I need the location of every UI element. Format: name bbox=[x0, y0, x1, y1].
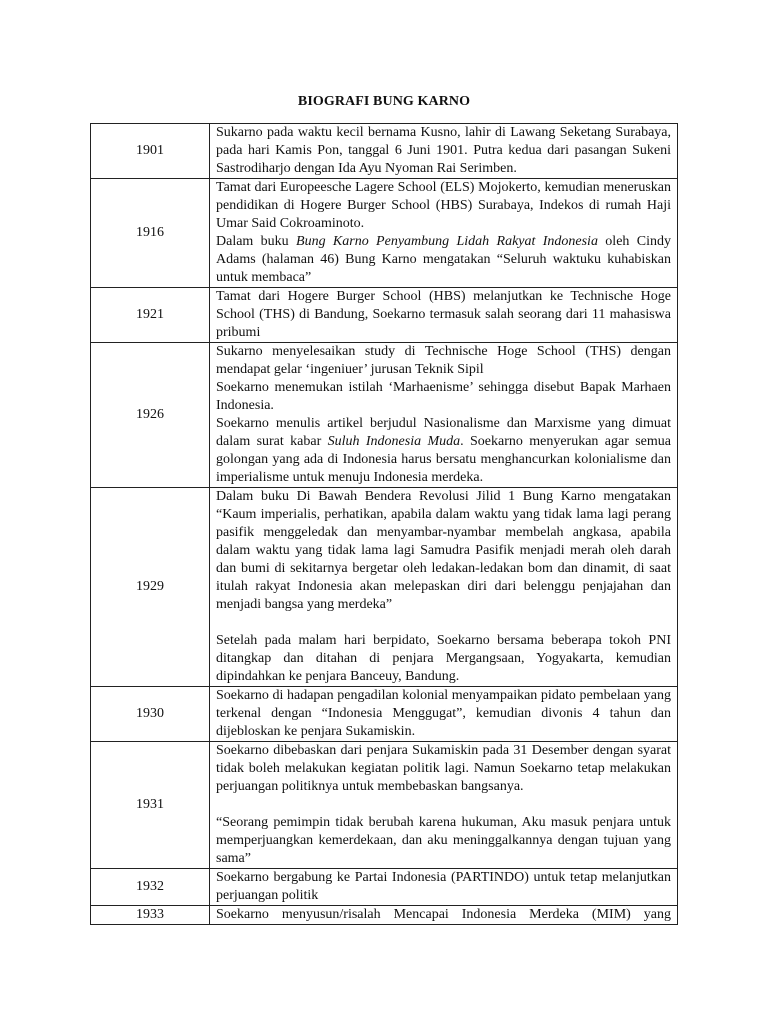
paragraph-text: Tamat dari Hogere Burger School (HBS) melanjutkan ke Technische Hoge School (THS) di Bandung, Soekarno termasuk salah seorang dari 11 mahasiswa pribumi bbox=[216, 289, 671, 340]
paragraph-text: Dalam buku Di Bawah Bendera Revolusi Jilid 1 Bung Karno mengatakan “Kaum imperialis, perhatikan, apabila dalam waktu yang tidak lama lagi perang pasifik menggeledak dan menyambar-nyambar membelah angkasa, apabila dalam waktu yang tidak lama lagi Samudra Pasifik menjadi merah oleh darah dan bumi di sekitarnya bergetar oleh ledakan-ledakan bom dan dinamit, di saat itulah rakyat Indonesia akan melepaskan diri dari belenggu penjajahan dan menjadi bangsa yang merdeka” bbox=[216, 489, 671, 612]
description-cell bbox=[210, 343, 678, 488]
year-cell: 1931 bbox=[91, 742, 210, 869]
timeline-row-1929 bbox=[91, 488, 678, 687]
timeline-row-1930 bbox=[91, 687, 678, 742]
description-cell bbox=[210, 179, 678, 288]
description-paragraph bbox=[216, 124, 671, 178]
year-cell: 1933 bbox=[91, 906, 210, 925]
biography-table bbox=[90, 123, 678, 925]
paragraph-text: Dalam buku bbox=[216, 234, 297, 249]
description-paragraph bbox=[216, 742, 671, 796]
description-paragraph bbox=[216, 687, 671, 741]
description-cell bbox=[210, 906, 678, 925]
document-title: BIOGRAFI BUNG KARNO bbox=[297, 94, 471, 109]
paragraph-text: Sukarno pada waktu kecil bernama Kusno, lahir di Lawang Seketang Surabaya, pada hari Kamis Pon, tanggal 6 Juni 1901. Putra kedua dari pasangan Sukeni Sastrodiharjo dengan Ida Ayu Nyoman Rai Serimben. bbox=[216, 125, 671, 176]
italic-title-text: Bung Karno Penyambung Lidah Rakyat Indonesia bbox=[296, 234, 598, 249]
description-paragraph bbox=[216, 343, 671, 379]
description-cell bbox=[210, 124, 678, 179]
description-cell bbox=[210, 869, 678, 906]
paragraph-text: “Seorang pemimpin tidak berubah karena hukuman, Aku masuk penjara untuk memperjuangkan kemerdekaan, dan aku meninggalkannya dengan tujuan yang sama” bbox=[216, 815, 671, 866]
paragraph-text: . Soekarno menyerukan agar semua golongan yang ada di Indonesia harus bersatu menghancurkan kolonialisme dan imperialisme untuk menuju Indonesia merdeka. bbox=[216, 434, 671, 485]
description-cell bbox=[210, 742, 678, 869]
year-cell: 1930 bbox=[91, 687, 210, 742]
year-cell: 1929 bbox=[91, 488, 210, 687]
description-paragraph bbox=[216, 632, 671, 686]
paragraph-text: Soekarno dibebaskan dari penjara Sukamiskin pada 31 Desember dengan syarat tidak boleh melakukan kegiatan politik lagi. Namun Soekarno tetap melakukan perjuangan politiknya untuk membebaskan bangsanya. bbox=[216, 743, 671, 794]
paragraph-text: oleh Cindy Adams (halaman 46) Bung Karno mengatakan “Seluruh waktuku kuhabiskan untuk membaca” bbox=[216, 234, 671, 285]
description-paragraph bbox=[216, 488, 671, 614]
biography-table-body bbox=[91, 124, 678, 925]
description-cell bbox=[210, 488, 678, 687]
paragraph-text: Sukarno menyelesaikan study di Technische Hoge School (THS) dengan mendapat gelar ‘ingeniuer’ jurusan Teknik Sipil bbox=[216, 344, 671, 377]
paragraph-spacer bbox=[216, 614, 671, 632]
timeline-row-1932 bbox=[91, 869, 678, 906]
paragraph-text: Tamat dari Europeesche Lagere School (ELS) Mojokerto, kemudian meneruskan pendidikan di Hogere Burger School (HBS) Surabaya, Indekos di rumah Haji Umar Said Cokroaminoto. bbox=[216, 180, 671, 231]
description-paragraph bbox=[216, 415, 671, 487]
year-cell: 1901 bbox=[91, 124, 210, 179]
description-paragraph bbox=[216, 233, 671, 287]
paragraph-spacer bbox=[216, 796, 671, 814]
year-cell: 1932 bbox=[91, 869, 210, 906]
description-paragraph bbox=[216, 869, 671, 905]
year-cell: 1916 bbox=[91, 179, 210, 288]
timeline-row-1931 bbox=[91, 742, 678, 869]
description-paragraph bbox=[216, 288, 671, 342]
description-paragraph bbox=[216, 379, 671, 415]
description-paragraph bbox=[216, 814, 671, 868]
paragraph-text: Soekarno menulis artikel berjudul Nasionalisme dan Marxisme yang dimuat dalam surat kabar bbox=[216, 416, 671, 449]
timeline-row-1926 bbox=[91, 343, 678, 488]
year-cell: 1926 bbox=[91, 343, 210, 488]
description-paragraph bbox=[216, 179, 671, 233]
paragraph-text: Soekarno menyusun/risalah Mencapai Indonesia Merdeka (MIM) yang bbox=[216, 907, 671, 922]
paragraph-text: Setelah pada malam hari berpidato, Soekarno bersama beberapa tokoh PNI ditangkap dan ditahan di penjara Mergangsaan, Yogyakarta, kemudian dipindahkan ke penjara Banceuy, Bandung. bbox=[216, 633, 671, 684]
timeline-row-1921 bbox=[91, 288, 678, 343]
timeline-row-1901 bbox=[91, 124, 678, 179]
paragraph-text: Soekarno di hadapan pengadilan kolonial menyampaikan pidato pembelaan yang terkenal dengan “Indonesia Menggugat”, kemudian divonis 4 tahun dan dijebloskan ke penjara Sukamiskin. bbox=[216, 688, 671, 739]
description-paragraph bbox=[216, 906, 671, 922]
description-cell bbox=[210, 288, 678, 343]
timeline-row-1933 bbox=[91, 906, 678, 925]
paragraph-text: Soekarno bergabung ke Partai Indonesia (PARTINDO) untuk tetap melanjutkan perjuangan politik bbox=[216, 870, 671, 903]
year-cell: 1921 bbox=[91, 288, 210, 343]
description-cell bbox=[210, 687, 678, 742]
paragraph-text: Soekarno menemukan istilah ‘Marhaenisme’ sehingga disebut Bapak Marhaen Indonesia. bbox=[216, 380, 671, 413]
timeline-row-1916 bbox=[91, 179, 678, 288]
italic-title-text: Suluh Indonesia Muda bbox=[327, 434, 461, 449]
